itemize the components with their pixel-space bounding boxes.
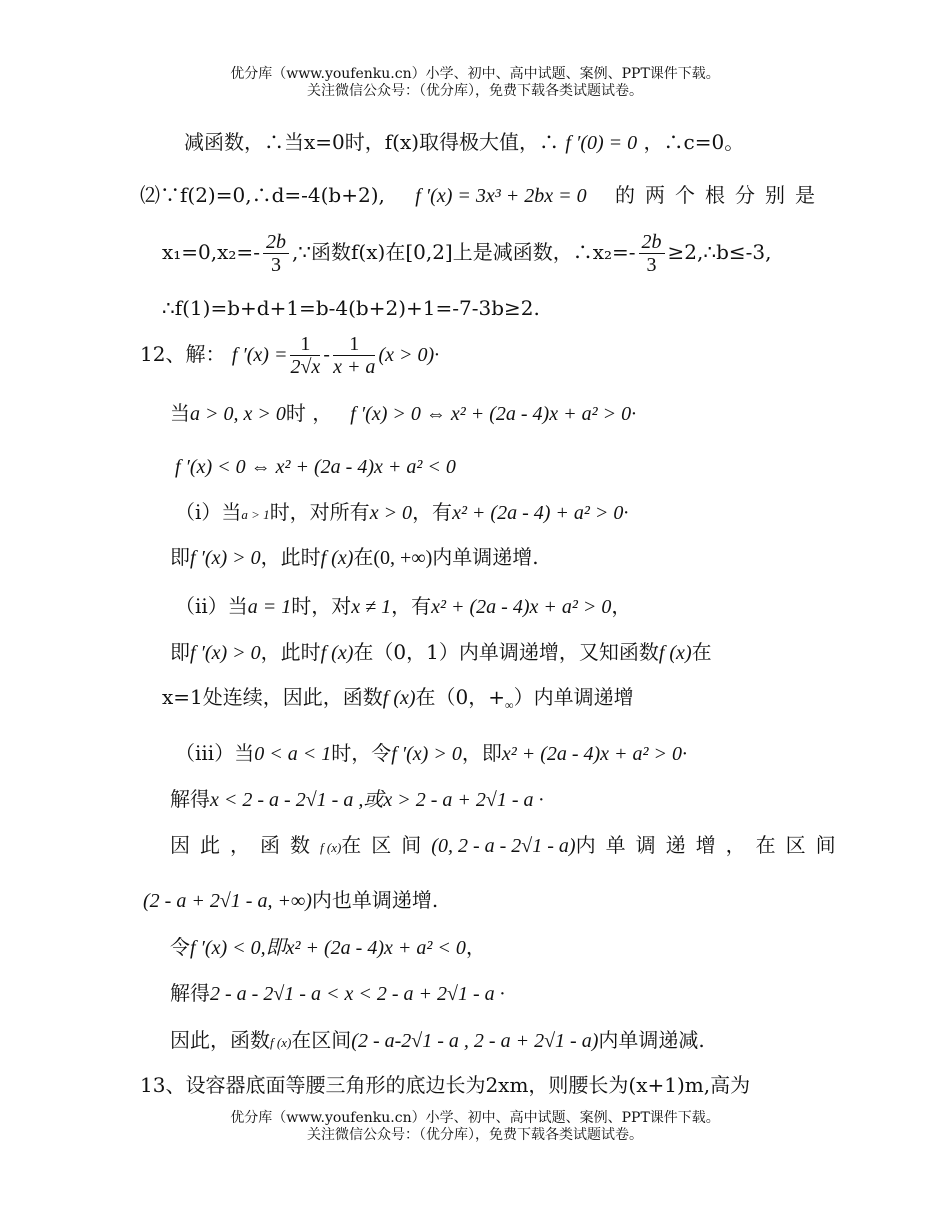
text-line-14: 解得x < 2 - a - 2√1 - a ,或x > 2 - a + 2√1 - a ·	[170, 787, 544, 811]
text-line-10: （ii）当a = 1时，对x ≠ 1，有x² + (2a - 4)x + a² > 0，	[175, 594, 632, 618]
text-line-5: 12、解： f ′(x) = $\frac{1}{2√x}$ - $\frac{1}{x + a}$ (x > 0)·	[140, 333, 440, 378]
text-line-20: 13、设容器底面等腰三角形的底边长为2xm，则腰长为(x+1)m,高为	[140, 1073, 751, 1097]
text-line-11: 即f ′(x) > 0，此时f (x)在（0，1）内单调递增，又知函数f (x)在	[170, 640, 712, 664]
page-header	[0, 66, 950, 100]
fraction-2b-over-3: $\frac{2b}{3}$	[263, 231, 289, 276]
header-line-1: 优分库（www.youfenku.cn）小学、初中、高中试题、案例、PPT课件下载。	[230, 66, 720, 82]
text-line-12: x=1处连续，因此，函数f (x)在（0，$+_\infty$）内单调递增	[162, 685, 634, 712]
footer-line-2: 关注微信公众号：（优分库），免费下载各类试题试卷。	[307, 1127, 643, 1143]
text-line-15: 因此，函数f (x)在区间(0, 2 - a - 2√1 - a)内单调递增，在区间	[170, 833, 846, 857]
text-line-18: 解得2 - a - 2√1 - a < x < 2 - a + 2√1 - a ·	[170, 981, 505, 1005]
footer-line-1: 优分库（www.youfenku.cn）小学、初中、高中试题、案例、PPT课件下载。	[230, 1110, 720, 1126]
page-footer	[0, 1110, 950, 1144]
text-line-8: （i）当a > 1时，对所有x > 0，有x² + (2a - 4) + a² > 0·	[175, 500, 629, 524]
header-line-2: 关注微信公众号：（优分库），免费下载各类试题试卷。	[307, 83, 643, 99]
text-line-1: 减函数，∴当x=0时，f(x)取得极大值，∴ f ′(0) = 0 ，∴c=0。	[184, 130, 745, 154]
text-line-16: (2 - a + 2√1 - a, +∞)内也单调递增.	[143, 888, 439, 912]
text-line-6: 当a > 0, x > 0时 ， f ′(x) > 0 ⇔ x² + (2a - 4)x + a² > 0·	[170, 401, 637, 425]
text-line-17: 令f ′(x) < 0,即x² + (2a - 4)x + a² < 0，	[170, 935, 486, 959]
text-line-19: 因此，函数f (x)在区间(2 - a-2√1 - a , 2 - a + 2√1 - a)内单调递减.	[170, 1028, 705, 1052]
fraction-2b-over-3-second: $\frac{2b}{3}$	[639, 231, 665, 276]
fraction-one-over-x-plus-a: $\frac{1}{x + a}$	[333, 333, 376, 378]
text-line-4: ∴f(1)=b+d+1=b-4(b+2)+1=-7-3b≥2.	[162, 296, 540, 320]
text-line-9: 即f ′(x) > 0，此时f (x)在(0, +∞)内单调递增.	[170, 545, 539, 569]
fraction-one-over-2-sqrt-x: $\frac{1}{2√x}$	[290, 333, 321, 378]
text-line-7: f ′(x) < 0 ⇔ x² + (2a - 4)x + a² < 0	[175, 456, 456, 478]
text-line-13: （iii）当0 < a < 1时，令f ′(x) > 0，即x² + (2a - 4)x + a² > 0·	[175, 741, 688, 765]
text-line-3: x₁=0,x₂=- $\frac{2b}{3}$ ,∵函数f(x)在[0,2]上是减函数，∴x₂=- $\frac{2b}{3}$ ≥2,∴b≤-3,	[162, 231, 772, 276]
text-line-2: ⑵∵f(2)=0,∴d=-4(b+2), f ′(x) = 3x³ + 2bx = 0 的两个根分别是	[140, 183, 825, 207]
